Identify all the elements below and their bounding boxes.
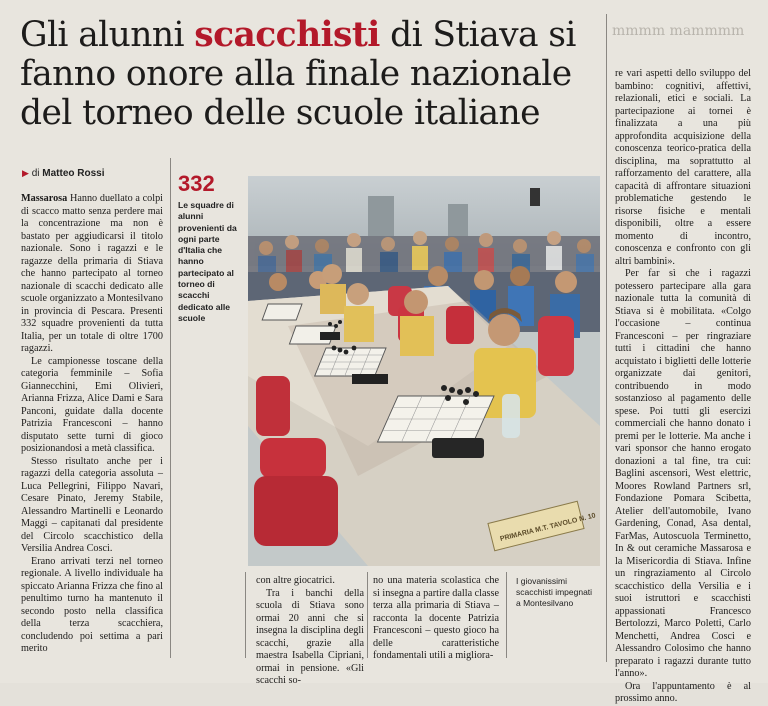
- headline-highlight: scacchisti: [194, 15, 380, 55]
- byline: [22, 168, 105, 179]
- stat-text: Le squadre di alunni provenienti da ogni parte d'Italia che hanno partecipato al torneo di scacchi dedicato alle scuole: [178, 200, 237, 323]
- article-paragraph: no una materia scolastica che si insegna a partire dalla classe terza alla primaria di Stiava – racconta la docente Patrizia Francesconi – questo gioco ha delle caratteristiche fondamentali utili a migliora-: [373, 575, 499, 661]
- column-divider: [506, 572, 507, 658]
- article-paragraph: con altre giocatrici.: [256, 575, 335, 586]
- article-column-3: [373, 575, 499, 663]
- stat-number: 332: [178, 171, 215, 196]
- chess-tournament-photo: [248, 176, 600, 566]
- article-paragraph: Ora l'appuntamento è al prossimo anno.: [615, 680, 751, 704]
- article-paragraph: re vari aspetti dello sviluppo del bambino: cognitivi, affettivi, relazionali, etici e sociali. La partecipazione ai tornei è finalizzata a una più approfondita acquisizione della conoscenza teorico-pratica della disciplina, ma soprattutto al rafforzamento del carattere, alla capacità di affrontare situazioni problematiche gestendo le risorse fisiche e mentali disponibili, oltre a essere momento di incontro, conoscenza e confronto con gli altri bambini».: [615, 68, 751, 267]
- bleed-through-text: mmmm mammmm: [612, 23, 745, 39]
- article-paragraph: Stesso risultato anche per i ragazzi della categoria assoluta – Luca Pellegrini, Filippo Navari, Cesare Pinato, Jeremy Stabile, Alessandro Martinelli e Leonardo Maggi – capitanati dal presidente del Circolo scacchistico della Versilia Andrea Cosci.: [21, 455, 163, 554]
- article-paragraph: Tra i banchi della scuola di Stiava sono ormai 20 anni che si insegna la disciplina degli scacchi, grazie alla maestra Isabella Cipriani, ormai in pensione. «Gli scacchi so-: [256, 587, 364, 686]
- byline-prefix: di: [31, 168, 40, 179]
- article-paragraph: Le campionesse toscane della categoria femminile – Sofia Giannecchini, Emi Olivieri, Arianna Frizza, Alice Dami e Sara Panconi, guidate dalla docente Patrizia Francesconi – hanno disputato sette turni di gioco posizionandosi a metà classifica.: [21, 355, 163, 454]
- photo-caption: I giovanissimi scacchisti impegnati a Montesilvano: [516, 576, 593, 608]
- column-divider: [367, 572, 368, 658]
- headline-pre: Gli alunni: [20, 15, 195, 55]
- article-photo: [248, 176, 600, 566]
- article-paragraph: Erano arrivati terzi nel torneo regionale. A livello individuale ha spiccato Arianna Frizza che fino al penultimo turno ha mantenuto il secondo posto nella classifica della terza scacchiera, concludendo poi settima a pari merito: [21, 555, 163, 654]
- headline-post: di Stiava si fanno onore alla finale nazionale del torneo delle scuole italiane: [20, 15, 576, 133]
- article-column-5: [615, 68, 751, 706]
- article-paragraph: Massarosa Hanno duellato a colpi di scacco matto senza perdere mai la concentrazione ma non è bastato per aggiudicarsi il titolo nazionale. Sono i ragazzi e le ragazze della primaria di Stiava che hanno partecipato al torneo nazionale di scacchi dedicato alle scuole organizzato a Montesilvano in provincia di Pescara. Presenti 332 squadre provenienti da tutta Italia, per un totale di oltre 1700 ragazzi.: [21, 193, 164, 354]
- article-column-2: [256, 575, 364, 688]
- byline-author: Matteo Rossi: [42, 168, 105, 179]
- column-divider: [606, 14, 607, 662]
- triangle-icon: ▶: [22, 168, 29, 178]
- article-column-1: [21, 193, 163, 656]
- table-number-sign: PRIMARIA M.T. TAVOLO N. 10: [499, 512, 597, 543]
- column-divider: [245, 572, 246, 658]
- stat-box: [178, 172, 238, 324]
- headline: [20, 16, 605, 133]
- dateline: Massarosa: [21, 193, 68, 204]
- article-paragraph: Per far sì che i ragazzi potessero partecipare alla gara nazionale tutta la comunità di Stiava si è mobilitata. «Colgo l'occasione – continua Francesconi – per ringraziare tutti i cittadini che hanno acquistato i biglietti delle lotterie organizzate dai genitori, contribuendo in modo sostanzioso al pagamento delle spese. Poi tutti gli esercizi commerciali che hanno donato i premi per le lotterie. Ma anche i vari sponsor che hanno erogato donazioni a tal fine, tra cui: Baglini ascensori, West elettric, Moores Rowland Partners srl, Fondazione Pomara Scibetta, Atelier dell'automobile, Ivano Gardening, Conad, Asa dental, FarMas, Autoscuola Terminetto, In & out ceramiche Massarosa e la Misericordia di Stiava. Infine un ringraziamento al Circolo scacchistico della Versilia e i suoi istruttori e scacchisti appassionati Francesco Bertolozzi, Marco Poletti, Carlo Menchetti, Andrea Cosci e Alessandro Colosimo che hanno preparato i ragazzi durante tutto l'anno».: [615, 268, 751, 679]
- column-divider: [170, 158, 171, 658]
